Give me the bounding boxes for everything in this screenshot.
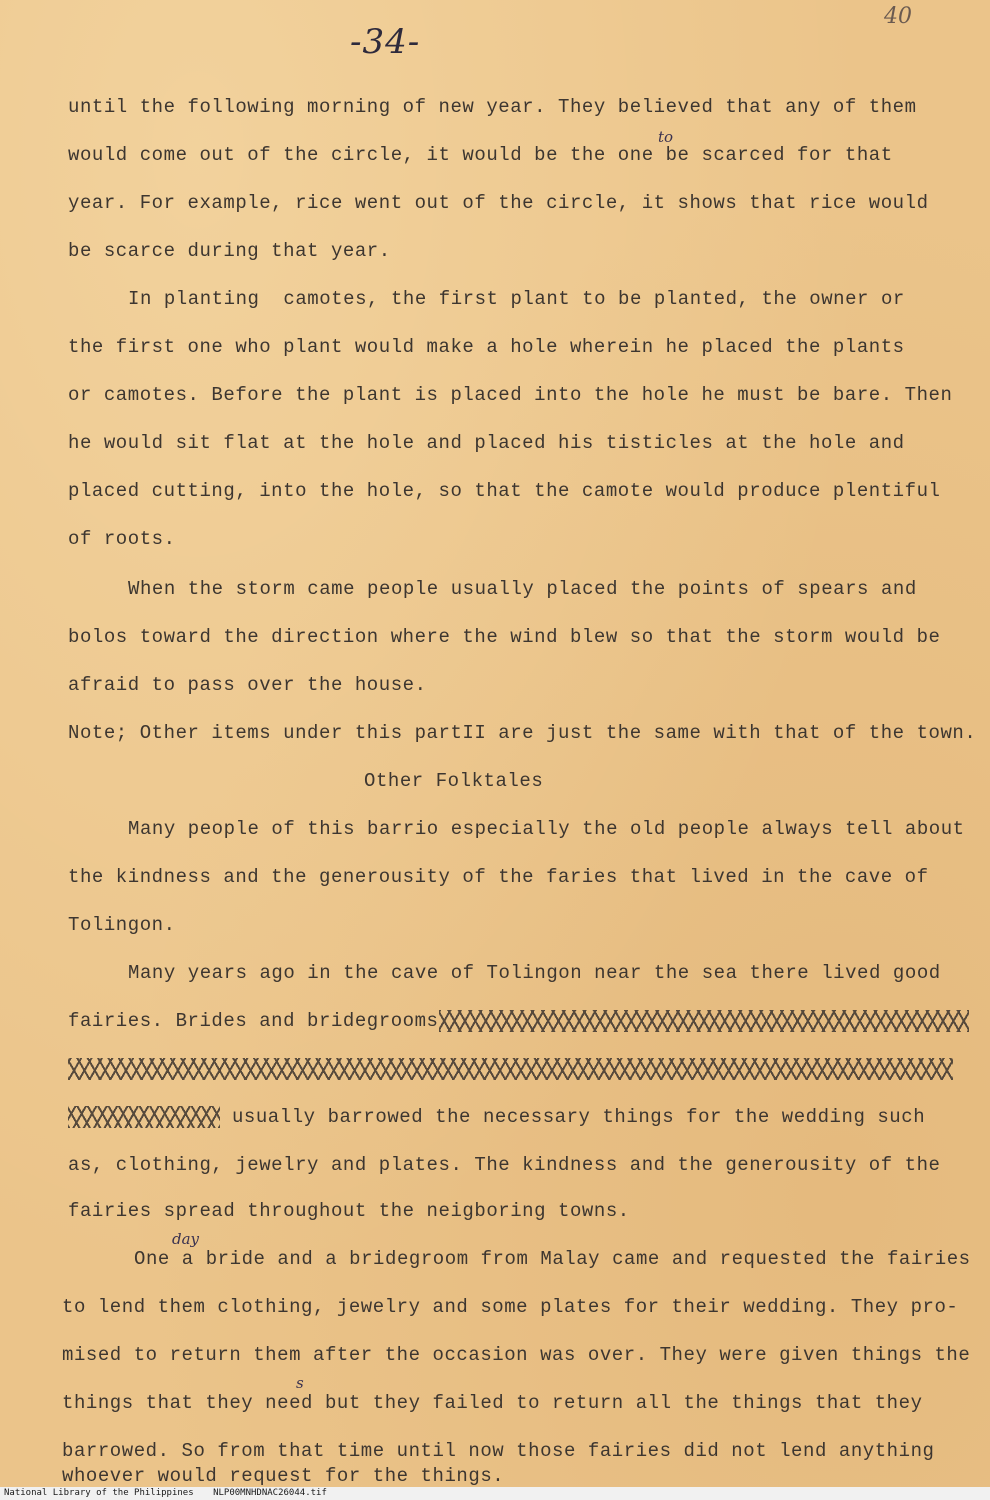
paragraph2-line5: placed cutting, into the hole, so that the camote would produce plentiful — [68, 480, 941, 502]
struck-out-text — [439, 1010, 969, 1032]
paragraph6-line1: One a bride and a bridegroom from Malay came and requested the fairies — [134, 1248, 971, 1270]
struck-out-text — [68, 1106, 220, 1128]
paragraph4-line1: Many people of this barrio especially the old people always tell about — [128, 818, 965, 840]
paragraph3-line1: When the storm came people usually placed the points of spears and — [128, 578, 917, 600]
paragraph2-line6: of roots. — [68, 528, 176, 550]
paragraph2-line2: the first one who plant would make a hole wherein he placed the plants — [68, 336, 905, 358]
insert-day-annotation: day — [172, 1230, 200, 1248]
footer-library: National Library of the Philippines — [4, 1488, 194, 1498]
paragraph2-line3: or camotes. Before the plant is placed into the hole he must be bare. Then — [68, 384, 953, 406]
paragraph6-line5: barrowed. So from that time until now those fairies did not lend anything — [62, 1440, 935, 1462]
archive-footer — [0, 1487, 990, 1500]
paragraph5-line2 — [68, 1010, 969, 1032]
paragraph3-line3: afraid to pass over the house. — [68, 674, 427, 696]
paragraph2-line1: In planting camotes, the first plant to be planted, the owner or — [128, 288, 905, 310]
paragraph1-line2: would come out of the circle, it would be the one be scarced for that — [68, 144, 893, 166]
paragraph6-line2: to lend them clothing, jewelry and some plates for their wedding. They pro- — [62, 1296, 959, 1318]
insert-s-annotation: s — [296, 1374, 304, 1392]
paragraph6-line4: things that they need but they failed to return all the things that they — [62, 1392, 923, 1414]
note-line: Note; Other items under this partII are just the same with that of the town. — [68, 722, 977, 744]
paragraph5-line4 — [68, 1106, 925, 1128]
paragraph5-line5: as, clothing, jewelry and plates. The kindness and the generousity of the — [68, 1154, 941, 1176]
paragraph5-line1: Many years ago in the cave of Tolingon near the sea there lived good — [128, 962, 941, 984]
paragraph5-line4-text: usually barrowed the necessary things for the wedding such — [220, 1106, 926, 1129]
paragraph6-line3: mised to return them after the occasion was over. They were given things the — [62, 1344, 971, 1366]
paragraph2-line4: he would sit flat at the hole and placed his tisticles at the hole and — [68, 432, 905, 454]
page-number: -34- — [350, 22, 421, 62]
struck-out-text — [68, 1058, 953, 1080]
paragraph4-line3: Tolingon. — [68, 914, 176, 936]
corner-mark: 40 — [884, 4, 912, 29]
paragraph4-line2: the kindness and the generousity of the faries that lived in the cave of — [68, 866, 929, 888]
paragraph5-line6: fairies spread throughout the neigboring towns. — [68, 1200, 630, 1222]
paragraph1-line1: until the following morning of new year. They believed that any of them — [68, 96, 917, 118]
insert-to-annotation: to — [658, 128, 674, 146]
footer-file: NLP00MNHDNAC26044.tif — [213, 1488, 327, 1498]
paragraph1-line3: year. For example, rice went out of the circle, it shows that rice would — [68, 192, 929, 214]
paragraph3-line2: bolos toward the direction where the wind blew so that the storm would be — [68, 626, 941, 648]
section-title: Other Folktales — [364, 770, 544, 792]
paragraph1-line4: be scarce during that year. — [68, 240, 391, 262]
paragraph5-line2-text: fairies. Brides and bridegrooms — [68, 1010, 439, 1033]
paragraph6-line6: whoever would request for the things. — [62, 1465, 505, 1487]
paragraph5-line3 — [68, 1058, 953, 1080]
